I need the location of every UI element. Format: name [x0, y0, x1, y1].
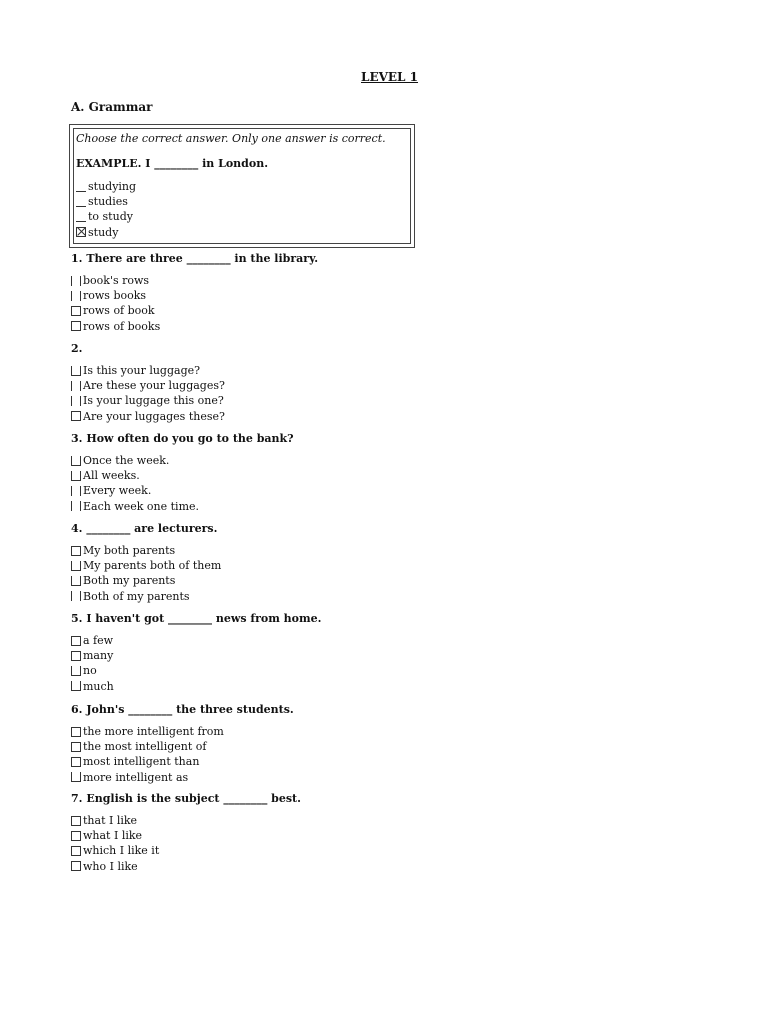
question-text: 7. English is the subject ________ best.	[71, 792, 301, 805]
checkbox[interactable]	[71, 546, 81, 556]
option-label: many	[83, 649, 114, 663]
option-label: book's rows	[83, 274, 150, 288]
answer-option[interactable]	[71, 843, 301, 858]
question-options	[71, 724, 294, 785]
option-label: the more intelligent from	[83, 725, 224, 739]
option-label: who I like	[83, 859, 138, 873]
checkbox[interactable]	[71, 486, 81, 496]
checkbox[interactable]	[71, 561, 81, 571]
checkbox[interactable]	[71, 681, 81, 691]
option-label: Both of my parents	[83, 589, 190, 603]
checkbox[interactable]	[71, 576, 81, 586]
option-label: Are these your luggages?	[83, 379, 225, 393]
answer-option[interactable]	[71, 859, 301, 874]
option-label: My both parents	[83, 544, 176, 558]
answer-option[interactable]	[71, 770, 294, 785]
option-label: what I like	[83, 829, 143, 843]
answer-option[interactable]	[71, 558, 221, 573]
checkbox[interactable]	[71, 456, 81, 466]
checkbox[interactable]	[71, 727, 81, 737]
answer-option[interactable]	[71, 573, 221, 588]
option-label: to study	[88, 210, 133, 224]
checkbox[interactable]	[71, 591, 81, 601]
example-option[interactable]	[76, 194, 136, 209]
question-3	[71, 431, 294, 514]
answer-option[interactable]	[71, 409, 225, 424]
answer-option[interactable]	[71, 648, 321, 663]
checkbox[interactable]	[71, 381, 81, 391]
example-inner-border	[73, 128, 411, 244]
answer-option[interactable]	[71, 378, 225, 393]
option-label: no	[83, 664, 97, 678]
option-label: rows of book	[83, 304, 155, 318]
option-label: Each week one time.	[83, 499, 200, 513]
checkbox[interactable]	[71, 651, 81, 661]
example-box	[69, 124, 415, 248]
checkbox[interactable]	[71, 846, 81, 856]
checkbox[interactable]	[71, 501, 81, 511]
answer-option[interactable]	[71, 303, 318, 318]
question-text: 2.	[71, 342, 83, 355]
instruction-text: Choose the correct answer. Only one answer is correct.	[76, 132, 386, 145]
question-5	[71, 611, 321, 694]
question-7	[71, 791, 301, 874]
checkbox[interactable]	[71, 411, 81, 421]
question-text: 4. ________ are lecturers.	[71, 522, 218, 535]
checkbox[interactable]	[71, 291, 81, 301]
checkbox[interactable]	[71, 772, 81, 782]
option-label: rows of books	[83, 319, 161, 333]
option-label: Both my parents	[83, 574, 176, 588]
question-options	[71, 273, 318, 334]
answer-option[interactable]	[71, 724, 294, 739]
answer-option[interactable]	[71, 663, 321, 678]
question-options	[71, 453, 294, 514]
checkbox[interactable]	[71, 816, 81, 826]
answer-option[interactable]	[71, 633, 321, 648]
answer-option[interactable]	[71, 468, 294, 483]
option-label: study	[88, 225, 119, 239]
section-title: A. Grammar	[71, 100, 153, 114]
checkbox[interactable]	[76, 182, 86, 192]
option-label: Are your luggages these?	[83, 409, 225, 423]
example-options	[76, 179, 136, 240]
answer-option[interactable]	[71, 828, 301, 843]
answer-option[interactable]	[71, 393, 225, 408]
answer-option[interactable]	[71, 453, 294, 468]
question-options	[71, 633, 321, 694]
question-text: 6. John's ________ the three students.	[71, 703, 294, 716]
option-label: which I like it	[83, 844, 160, 858]
option-label: most intelligent than	[83, 755, 200, 769]
option-label: studying	[88, 180, 137, 194]
example-option[interactable]	[76, 179, 136, 194]
option-label: My parents both of them	[83, 559, 222, 573]
answer-option[interactable]	[71, 273, 318, 288]
checkbox[interactable]	[71, 861, 81, 871]
example-option[interactable]	[76, 209, 136, 224]
answer-option[interactable]	[71, 739, 294, 754]
question-4	[71, 521, 221, 604]
example-question: EXAMPLE. I ________ in London.	[76, 157, 269, 170]
level-title: LEVEL 1	[361, 70, 419, 84]
option-label: rows books	[83, 289, 147, 303]
checkbox[interactable]	[71, 276, 81, 286]
option-label: the most intelligent of	[83, 740, 207, 754]
checkbox[interactable]	[71, 366, 81, 376]
checkbox[interactable]	[71, 742, 81, 752]
option-label: much	[83, 679, 114, 693]
question-options	[71, 363, 225, 424]
option-label: that I like	[83, 814, 138, 828]
checkbox[interactable]	[71, 757, 81, 767]
question-1	[71, 251, 318, 334]
checkbox[interactable]	[71, 306, 81, 316]
option-label: studies	[88, 195, 128, 209]
question-text: 5. I haven't got ________ news from home.	[71, 612, 322, 625]
option-label: All weeks.	[83, 469, 140, 483]
question-text: 3. How often do you go to the bank?	[71, 432, 294, 445]
answer-option[interactable]	[71, 319, 318, 334]
option-label: Is your luggage this one?	[83, 394, 224, 408]
checkbox-checked[interactable]	[76, 227, 86, 237]
question-2	[71, 341, 225, 424]
option-label: more intelligent as	[83, 770, 189, 784]
checkbox[interactable]	[76, 197, 86, 207]
checkbox[interactable]	[71, 636, 81, 646]
example-option[interactable]	[76, 225, 136, 240]
answer-option[interactable]	[71, 589, 221, 604]
answer-option[interactable]	[71, 543, 221, 558]
answer-option[interactable]	[71, 813, 301, 828]
question-text: 1. There are three ________ in the library.	[71, 252, 319, 265]
option-label: Once the week.	[83, 454, 170, 468]
checkbox[interactable]	[71, 396, 81, 406]
answer-option[interactable]	[71, 363, 225, 378]
option-label: a few	[83, 634, 114, 648]
answer-option[interactable]	[71, 754, 294, 769]
checkbox[interactable]	[71, 831, 81, 841]
question-options	[71, 813, 301, 874]
checkbox[interactable]	[76, 212, 86, 222]
option-label: Is this your luggage?	[83, 364, 201, 378]
question-6	[71, 702, 294, 785]
answer-option[interactable]	[71, 499, 294, 514]
checkbox[interactable]	[71, 471, 81, 481]
answer-option[interactable]	[71, 483, 294, 498]
answer-option[interactable]	[71, 679, 321, 694]
question-options	[71, 543, 221, 604]
checkbox[interactable]	[71, 321, 81, 331]
answer-option[interactable]	[71, 288, 318, 303]
checkbox[interactable]	[71, 666, 81, 676]
option-label: Every week.	[83, 484, 152, 498]
